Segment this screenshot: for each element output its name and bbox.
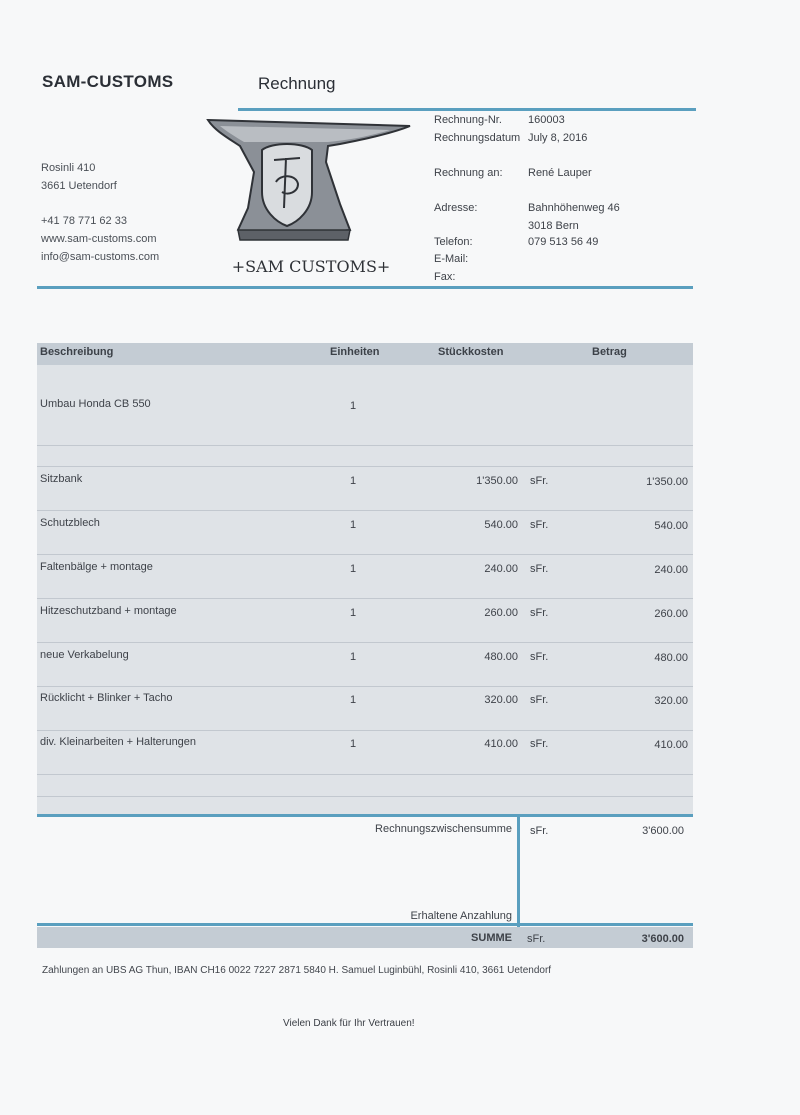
sum-top-rule bbox=[37, 923, 693, 926]
total-label: SUMME bbox=[471, 932, 512, 944]
total-value: 3'600.00 bbox=[641, 933, 684, 945]
subtotal-label: Rechnungszwischensumme bbox=[375, 823, 512, 835]
item-description: neue Verkabelung bbox=[40, 649, 129, 661]
item-currency: sFr. bbox=[530, 738, 549, 750]
item-unit-cost: 410.00 bbox=[484, 738, 518, 750]
item-currency: sFr. bbox=[530, 475, 549, 487]
item-unit-cost: 240.00 bbox=[484, 563, 518, 575]
bill-to-label: Rechnung an: bbox=[434, 167, 503, 179]
sender-website: www.sam-customs.com bbox=[41, 233, 157, 245]
col-amount: Betrag bbox=[592, 346, 627, 358]
item-units: 1 bbox=[350, 738, 357, 750]
item-unit-cost: 260.00 bbox=[484, 607, 518, 619]
table-bottom-rule bbox=[37, 814, 693, 817]
item-currency: sFr. bbox=[530, 563, 549, 575]
item-amount: 320.00 bbox=[654, 695, 688, 707]
item-amount: 480.00 bbox=[654, 652, 688, 664]
invoice-number-value: 160003 bbox=[528, 114, 565, 126]
payment-note: Zahlungen an UBS AG Thun, IBAN CH16 0022 7227 2871 5840 H. Samuel Luginbühl, Rosinli 410, 3661 Uetendorf bbox=[42, 965, 552, 976]
total-currency: sFr. bbox=[527, 933, 546, 945]
header-rule bbox=[238, 108, 696, 111]
logo-wordmark: +SAM CUSTOMS+ bbox=[231, 257, 391, 276]
email-label: E-Mail: bbox=[434, 253, 469, 265]
sender-phone: +41 78 771 62 33 bbox=[41, 215, 127, 227]
item-description: Sitzbank bbox=[40, 473, 83, 485]
item-description: div. Kleinarbeiten + Halterungen bbox=[40, 736, 197, 748]
thank-you-note: Vielen Dank für Ihr Vertrauen! bbox=[283, 1018, 415, 1029]
phone-value: 079 513 56 49 bbox=[528, 236, 599, 248]
item-description: Faltenbälge + montage bbox=[40, 561, 153, 573]
meta-rule bbox=[37, 286, 693, 289]
item-units: 1 bbox=[350, 475, 357, 487]
item-currency: sFr. bbox=[530, 519, 549, 531]
invoice-date-value: July 8, 2016 bbox=[528, 132, 588, 144]
item-currency: sFr. bbox=[530, 651, 549, 663]
deposit-label: Erhaltene Anzahlung bbox=[410, 910, 512, 922]
item-currency: sFr. bbox=[530, 694, 549, 706]
phone-label: Telefon: bbox=[434, 236, 473, 248]
item-unit-cost: 1'350.00 bbox=[476, 475, 518, 487]
item-amount: 1'350.00 bbox=[646, 476, 688, 488]
address-line1: Bahnhöhenweg 46 bbox=[528, 202, 620, 214]
item-units: 1 bbox=[350, 651, 357, 663]
item-unit-cost: 480.00 bbox=[484, 651, 518, 663]
item-unit-cost: 540.00 bbox=[484, 519, 518, 531]
item-amount: 260.00 bbox=[654, 608, 688, 620]
sender-email: info@sam-customs.com bbox=[41, 251, 160, 263]
item-description: Schutzblech bbox=[40, 517, 100, 529]
item-amount: 240.00 bbox=[654, 564, 688, 576]
item-amount: 540.00 bbox=[654, 520, 688, 532]
anvil-logo-icon bbox=[200, 112, 422, 280]
fax-label: Fax: bbox=[434, 271, 456, 283]
item-units: 1 bbox=[350, 607, 357, 619]
item-units: 1 bbox=[350, 563, 357, 575]
invoice-date-label: Rechnungsdatum bbox=[434, 132, 521, 144]
bill-to-name: René Lauper bbox=[528, 167, 592, 179]
subtotal-currency: sFr. bbox=[530, 825, 549, 837]
item-currency: sFr. bbox=[530, 607, 549, 619]
address-label: Adresse: bbox=[434, 202, 478, 214]
item-description: Umbau Honda CB 550 bbox=[40, 398, 151, 410]
item-units: 1 bbox=[350, 694, 357, 706]
sender-street: Rosinli 410 bbox=[41, 162, 96, 174]
document-title: Rechnung bbox=[258, 74, 336, 93]
item-unit-cost: 320.00 bbox=[484, 694, 518, 706]
col-unit-cost: Stückkosten bbox=[438, 346, 504, 358]
item-units: 1 bbox=[350, 400, 357, 412]
item-units: 1 bbox=[350, 519, 357, 531]
col-description: Beschreibung bbox=[40, 346, 114, 358]
item-description: Rücklicht + Blinker + Tacho bbox=[40, 692, 173, 704]
invoice-number-label: Rechnung-Nr. bbox=[434, 114, 502, 126]
address-line2: 3018 Bern bbox=[528, 220, 579, 232]
item-amount: 410.00 bbox=[654, 739, 688, 751]
item-description: Hitzeschutzband + montage bbox=[40, 605, 177, 617]
col-units: Einheiten bbox=[330, 346, 380, 358]
sender-city: 3661 Uetendorf bbox=[41, 180, 117, 192]
subtotal-value: 3'600.00 bbox=[642, 825, 684, 837]
company-name: SAM-CUSTOMS bbox=[42, 72, 174, 91]
